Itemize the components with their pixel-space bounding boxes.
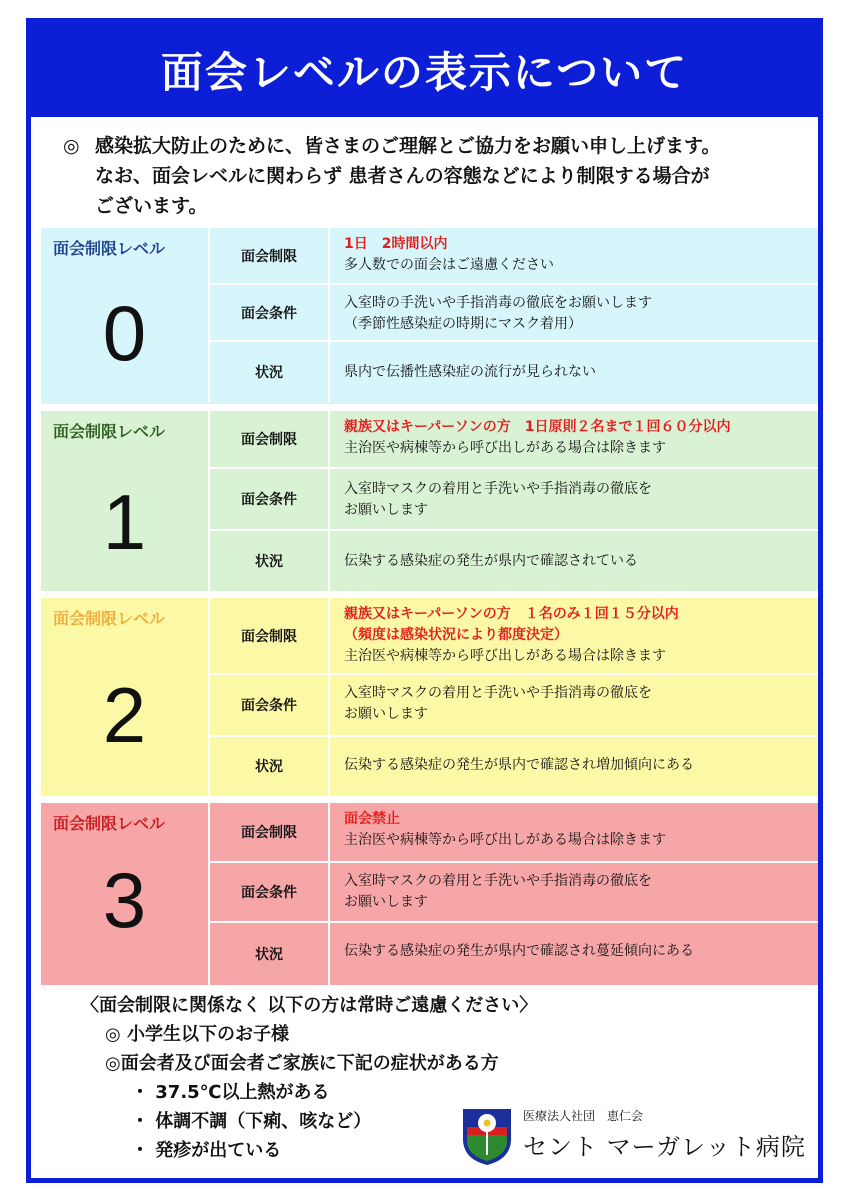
level-1-number: 1 [102,478,147,566]
hospital-logo [461,1105,811,1165]
level-1-header [41,411,208,591]
row-body [330,675,818,734]
row-body [330,342,818,402]
level-0-row-status [208,342,818,402]
level-0-header [41,228,208,404]
intro-line-3: ございます。 [95,195,208,217]
row-head: 面会制限 [208,598,330,673]
body-line: お願いします [344,502,428,518]
body-line: （季節性感染症の時期にマスク着用） [344,316,582,332]
level-2-label: 面会制限レベル [53,609,166,628]
intro-line-2: なお、面会レベルに関わらず 患者さんの容態などにより制限する場合が [95,165,710,187]
hospital-name: セント マーガレット病院 [523,1133,806,1161]
row-head: 面会条件 [208,285,330,340]
body-line: 主治医や病棟等から呼び出しがある場合は除きます [344,440,666,456]
row-head: 状況 [208,342,330,402]
level-2-row-restriction [208,598,818,675]
row-body [330,803,818,861]
hospital-crest-icon [461,1105,513,1167]
symptom-bullet: ・ 体調不調（下痢、咳など） [131,1111,372,1132]
body-line: お願いします [344,706,428,723]
level-2-number: 2 [102,671,147,759]
level-3-header [41,803,208,985]
row-head: 状況 [208,923,330,985]
row-head: 状況 [208,737,330,796]
level-2-rows [208,598,818,796]
body-line: お願いします [344,894,428,910]
decline-heading: 〈面会制限に関係なく 以下の方は常時ご遠慮ください〉 [81,995,538,1016]
highlight-text: 面会禁止 [344,811,400,827]
row-head: 面会制限 [208,411,330,467]
level-3-rows [208,803,818,985]
row-body [330,469,818,529]
level-3-row-status [208,923,818,985]
row-body [330,598,818,673]
decline-item-symptoms: ◎面会者及び面会者ご家族に下記の症状がある方 [105,1053,499,1074]
level-2-block [41,598,818,796]
level-1-rows [208,411,818,591]
body-line: 入室時マスクの着用と手洗いや手指消毒の徹底を [344,873,652,889]
poster-frame [26,18,823,1183]
symptom-bullet: ・ 発疹が出ている [131,1140,282,1161]
level-3-block [41,803,818,985]
body-line: 伝染する感染症の発生が県内で確認されている [344,553,638,569]
body-line: 入室時マスクの着用と手洗いや手指消毒の徹底を [344,685,652,702]
level-0-row-condition [208,285,818,342]
level-1-block [41,411,818,591]
level-2-row-condition [208,675,818,736]
body-line: 伝染する感染症の発生が県内で確認され増加傾向にある [344,756,694,773]
intro-notice [63,131,803,221]
org-name: 医療法人社団 恵仁会 [523,1109,644,1123]
page-title: 面会レベルの表示について [31,23,818,117]
highlight-text-2: （頻度は感染状況により都度決定） [344,627,568,643]
highlight-text: 親族又はキーパーソンの方 1日原則２名まで１回６０分以内 [344,419,731,435]
row-head: 面会制限 [208,803,330,861]
level-1-row-restriction [208,411,818,469]
body-line: 多人数での面会はご遠慮ください [344,257,554,273]
row-head: 面会条件 [208,469,330,529]
level-3-row-restriction [208,803,818,863]
decline-item-children: ◎ 小学生以下のお子様 [105,1024,289,1045]
level-1-row-status [208,531,818,591]
intro-line-1: 感染拡大防止のために、皆さまのご理解とご協力をお願い申し上げます。 [95,135,721,157]
level-0-label: 面会制限レベル [53,239,166,258]
level-3-row-condition [208,863,818,923]
row-body [330,411,818,467]
row-body [330,285,818,340]
level-1-label: 面会制限レベル [53,422,166,441]
level-0-number: 0 [102,289,147,377]
body-line: 県内で伝播性感染症の流行が見られない [344,364,596,380]
row-body [330,863,818,921]
body-line: 伝染する感染症の発生が県内で確認され蔓延傾向にある [344,943,694,959]
level-0-block [41,228,818,404]
row-head: 状況 [208,531,330,591]
row-head: 面会制限 [208,228,330,283]
row-head: 面会条件 [208,863,330,921]
row-body [330,737,818,796]
highlight-text: 親族又はキーパーソンの方 １名のみ１回１５分以内 [344,606,679,622]
row-head: 面会条件 [208,675,330,734]
highlight-text: 1日 2時間以内 [344,236,448,252]
level-3-number: 3 [102,856,147,944]
body-line: 主治医や病棟等から呼び出しがある場合は除きます [344,832,666,848]
row-body [330,531,818,591]
level-2-row-status [208,737,818,796]
symptom-bullet: ・ 37.5℃以上熱がある [131,1082,330,1103]
level-0-rows [208,228,818,404]
row-body [330,228,818,283]
body-line: 主治医や病棟等から呼び出しがある場合は除きます [344,648,666,664]
level-3-label: 面会制限レベル [53,814,166,833]
level-2-header [41,598,208,796]
level-1-row-condition [208,469,818,531]
double-circle-icon: ◎ [63,135,80,157]
body-line: 入室時の手洗いや手指消毒の徹底をお願いします [344,295,652,311]
level-table [41,228,818,992]
row-body [330,923,818,985]
level-0-row-restriction [208,228,818,285]
body-line: 入室時マスクの着用と手洗いや手指消毒の徹底を [344,481,652,497]
